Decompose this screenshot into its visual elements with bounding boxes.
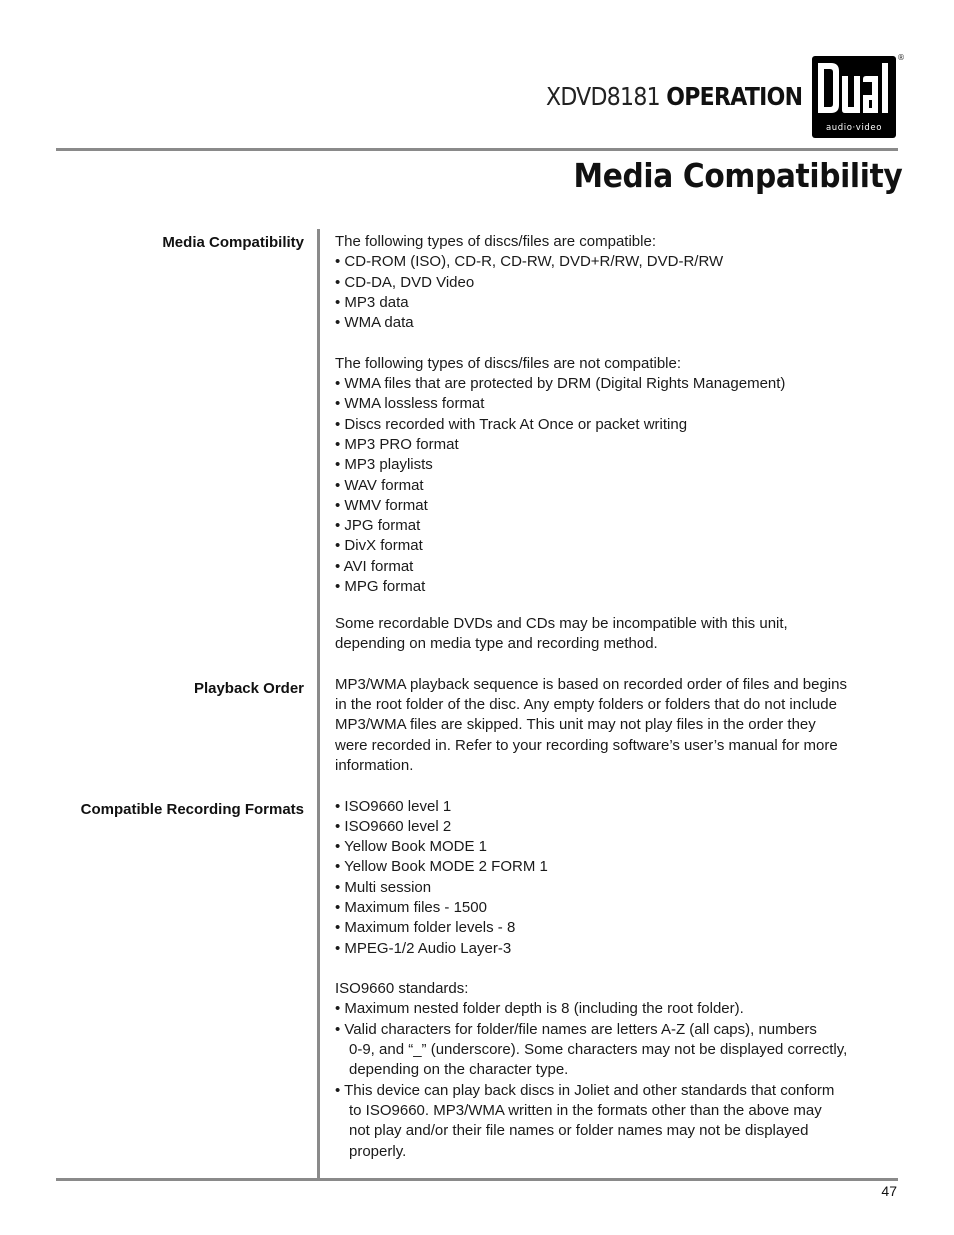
list-item: • MP3 PRO format: [335, 435, 459, 453]
label-playback-order: Playback Order: [193, 680, 304, 697]
list-item: • WMA data: [335, 314, 414, 332]
compatible-intro: The following types of discs/files are compatible:: [335, 233, 656, 250]
list-item-continuation: depending on the character type.: [349, 1061, 569, 1079]
playback-line: MP3/WMA playback sequence is based on recorded order of files and begins: [335, 675, 847, 693]
list-item: • Discs recorded with Track At Once or packet writing: [335, 415, 688, 433]
footer-divider: [56, 1178, 898, 1181]
page-title: Media Compatibility: [573, 156, 902, 195]
list-item: • Yellow Book MODE 2 FORM 1: [335, 858, 548, 876]
recording-formats-section: [335, 797, 905, 1162]
list-item: • WMA files that are protected by DRM (Digital Rights Management): [335, 375, 786, 393]
playback-line: MP3/WMA files are skipped. This unit may not play files in the order they: [335, 716, 816, 734]
list-item: • MP3 playlists: [335, 456, 433, 474]
list-item: • CD-ROM (ISO), CD-R, CD-RW, DVD+R/RW, DVD-R/RW: [335, 253, 724, 271]
section-name: OPERATION: [665, 82, 802, 111]
list-item: • This device can play back discs in Joliet and other standards that conform: [335, 1081, 835, 1099]
list-item: • Maximum folder levels - 8: [335, 919, 516, 937]
list-item: • AVI format: [335, 557, 414, 575]
playback-line: in the root folder of the disc. Any empty folders or folders that do not include: [335, 696, 837, 714]
list-item: • ISO9660 level 1: [335, 797, 452, 815]
list-item: • MPEG-1/2 Audio Layer-3: [335, 939, 512, 957]
media-note-line: Some recordable DVDs and CDs may be incompatible with this unit,: [335, 614, 788, 632]
list-item-continuation: properly.: [349, 1142, 407, 1160]
page-number: 47: [881, 1183, 897, 1199]
media-compatibility-section: [335, 232, 905, 654]
playback-line: were recorded in. Refer to your recording software’s user’s manual for more: [335, 736, 838, 754]
list-item: • WMA lossless format: [335, 395, 485, 413]
header-divider: [56, 148, 898, 151]
list-item: • Maximum nested folder depth is 8 (including the root folder).: [335, 1000, 744, 1018]
content-column: [335, 232, 905, 1162]
label-compatible-recording-formats: Compatible Recording Formats: [80, 801, 304, 818]
model-name: XDVD8181: [545, 82, 660, 111]
playback-line: information.: [335, 756, 414, 774]
registered-mark: ®: [897, 53, 905, 62]
iso-standards-intro: ISO9660 standards:: [335, 980, 469, 998]
list-item: • CD-DA, DVD Video: [335, 273, 475, 291]
column-divider: [317, 229, 320, 1179]
playback-order-section: [335, 675, 905, 776]
label-media-compatibility: Media Compatibility: [162, 234, 304, 251]
dual-logo: [812, 56, 896, 138]
list-item: • WAV format: [335, 476, 424, 494]
list-item: • WMV format: [335, 496, 428, 514]
list-item: • MPG format: [335, 578, 426, 596]
list-item: • ISO9660 level 2: [335, 817, 452, 835]
list-item-continuation: 0-9, and “_” (underscore). Some characters may not be displayed correctly,: [349, 1041, 848, 1059]
list-item: • DivX format: [335, 537, 423, 555]
list-item: • Multi session: [335, 878, 432, 896]
list-item-continuation: not play and/or their file names or folder names may not be displayed: [349, 1122, 809, 1140]
list-item: • MP3 data: [335, 293, 409, 311]
media-note-line: depending on media type and recording method.: [335, 635, 658, 653]
list-item: • JPG format: [335, 517, 421, 535]
list-item: • Valid characters for folder/file names are letters A-Z (all caps), numbers: [335, 1020, 817, 1038]
list-item: • Maximum files - 1500: [335, 899, 487, 916]
list-item: • Yellow Book MODE 1: [335, 838, 487, 856]
incompatible-intro: The following types of discs/files are not compatible:: [335, 354, 682, 372]
logo-tagline: audio·video: [825, 123, 883, 133]
header-title: [546, 80, 802, 114]
dual-logo-graphic: [812, 56, 896, 138]
list-item-continuation: to ISO9660. MP3/WMA written in the formats other than the above may: [349, 1101, 822, 1119]
